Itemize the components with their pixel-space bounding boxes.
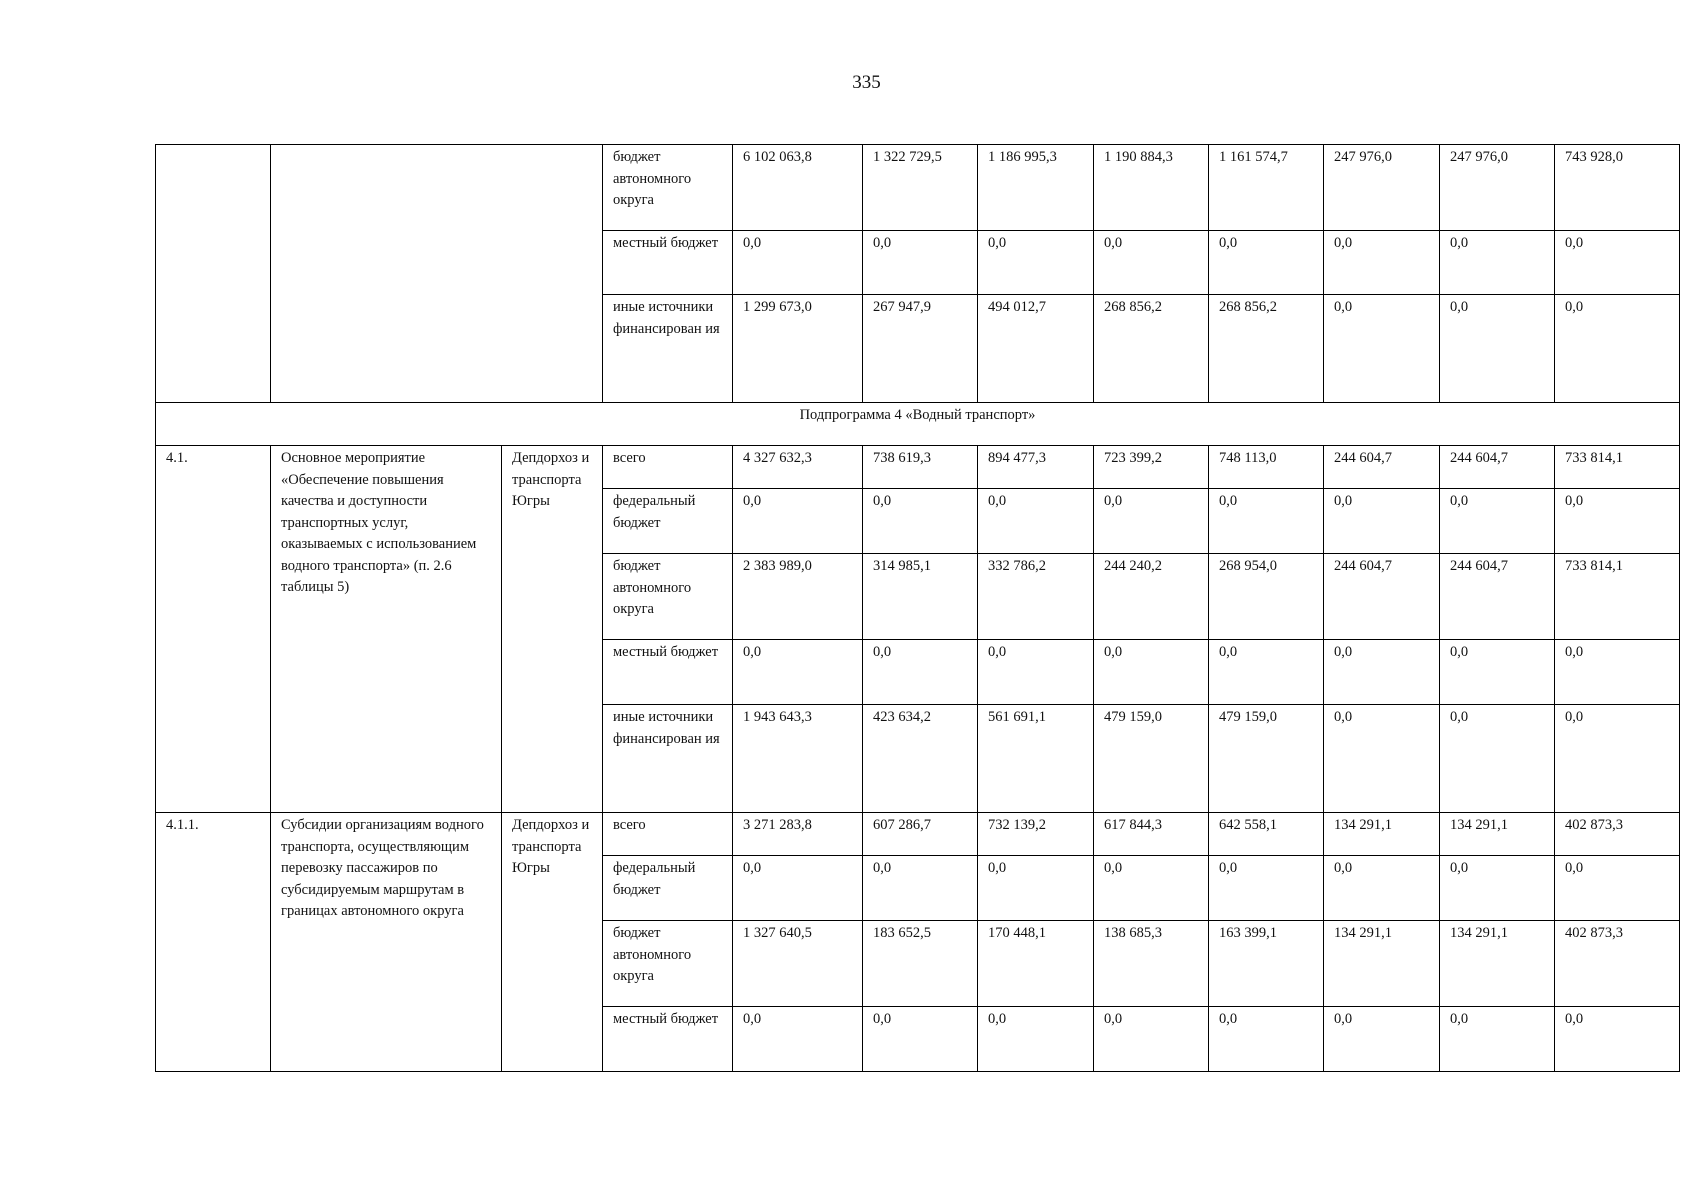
value-cell: 134 291,1 — [1324, 921, 1440, 1007]
value-cell: 268 954,0 — [1209, 554, 1324, 640]
value-cell: 247 976,0 — [1324, 145, 1440, 231]
value-cell: 0,0 — [1555, 231, 1680, 295]
item-name: Субсидии организациям водного транспорта, осуществляющим перевозку пассажиров по субсидируемым маршрутам в границах автономного округа — [271, 813, 502, 1072]
value-cell: 1 299 673,0 — [733, 295, 863, 403]
value-cell: 0,0 — [1555, 1007, 1680, 1072]
value-cell: 0,0 — [1440, 231, 1555, 295]
value-cell: 183 652,5 — [863, 921, 978, 1007]
value-cell: 134 291,1 — [1440, 813, 1555, 856]
value-cell: 0,0 — [1324, 1007, 1440, 1072]
item-executor: Депдорхоз и транспорта Югры — [502, 446, 603, 813]
value-cell: 642 558,1 — [1209, 813, 1324, 856]
value-cell: 244 604,7 — [1324, 554, 1440, 640]
value-cell: 332 786,2 — [978, 554, 1094, 640]
funding-source-cell: иные источники финансирован ия — [603, 295, 733, 403]
funding-source-cell: федеральный бюджет — [603, 489, 733, 554]
value-cell: 0,0 — [1094, 231, 1209, 295]
value-cell: 244 240,2 — [1094, 554, 1209, 640]
value-cell: 402 873,3 — [1555, 921, 1680, 1007]
value-cell: 314 985,1 — [863, 554, 978, 640]
value-cell: 1 161 574,7 — [1209, 145, 1324, 231]
value-cell: 0,0 — [733, 640, 863, 705]
funding-source-cell: всего — [603, 813, 733, 856]
value-cell: 0,0 — [978, 856, 1094, 921]
value-cell: 723 399,2 — [1094, 446, 1209, 489]
value-cell: 0,0 — [1324, 295, 1440, 403]
value-cell: 0,0 — [733, 856, 863, 921]
item-name: Основное мероприятие «Обеспечение повышения качества и доступности транспортных услуг, оказываемых с использованием водного транспорта» (п. 2.6 таблицы 5) — [271, 446, 502, 813]
subprogram-title: Подпрограмма 4 «Водный транспорт» — [156, 403, 1680, 446]
value-cell: 170 448,1 — [978, 921, 1094, 1007]
table-row — [156, 145, 1680, 231]
value-cell: 0,0 — [1440, 1007, 1555, 1072]
value-cell: 494 012,7 — [978, 295, 1094, 403]
value-cell: 134 291,1 — [1324, 813, 1440, 856]
value-cell: 0,0 — [978, 231, 1094, 295]
value-cell: 0,0 — [1094, 856, 1209, 921]
funding-source-cell: бюджет автономного округа — [603, 554, 733, 640]
value-cell: 244 604,7 — [1440, 446, 1555, 489]
value-cell: 1 943 643,3 — [733, 705, 863, 813]
value-cell: 268 856,2 — [1209, 295, 1324, 403]
value-cell: 134 291,1 — [1440, 921, 1555, 1007]
value-cell: 0,0 — [1324, 489, 1440, 554]
value-cell: 1 186 995,3 — [978, 145, 1094, 231]
funding-source-cell: местный бюджет — [603, 640, 733, 705]
value-cell: 0,0 — [863, 856, 978, 921]
value-cell: 1 327 640,5 — [733, 921, 863, 1007]
value-cell: 738 619,3 — [863, 446, 978, 489]
value-cell: 0,0 — [1094, 640, 1209, 705]
value-cell: 0,0 — [733, 489, 863, 554]
value-cell: 0,0 — [1324, 231, 1440, 295]
empty-name-cell — [271, 145, 603, 403]
value-cell: 733 814,1 — [1555, 446, 1680, 489]
funding-source-cell: иные источники финансирован ия — [603, 705, 733, 813]
table-row — [156, 446, 1680, 489]
value-cell: 0,0 — [1440, 489, 1555, 554]
value-cell: 0,0 — [733, 231, 863, 295]
value-cell: 0,0 — [1555, 640, 1680, 705]
value-cell: 268 856,2 — [1094, 295, 1209, 403]
funding-source-cell: всего — [603, 446, 733, 489]
value-cell: 0,0 — [863, 231, 978, 295]
value-cell: 423 634,2 — [863, 705, 978, 813]
value-cell: 0,0 — [1209, 489, 1324, 554]
value-cell: 0,0 — [863, 489, 978, 554]
value-cell: 0,0 — [978, 1007, 1094, 1072]
item-number: 4.1. — [156, 446, 271, 813]
funding-source-cell: местный бюджет — [603, 1007, 733, 1072]
value-cell: 0,0 — [978, 489, 1094, 554]
value-cell: 0,0 — [1555, 705, 1680, 813]
value-cell: 0,0 — [1324, 640, 1440, 705]
value-cell: 0,0 — [733, 1007, 863, 1072]
item-executor: Депдорхоз и транспорта Югры — [502, 813, 603, 1072]
value-cell: 0,0 — [1440, 640, 1555, 705]
value-cell: 0,0 — [863, 640, 978, 705]
value-cell: 0,0 — [1094, 489, 1209, 554]
value-cell: 0,0 — [1555, 489, 1680, 554]
value-cell: 607 286,7 — [863, 813, 978, 856]
value-cell: 0,0 — [1209, 640, 1324, 705]
value-cell: 6 102 063,8 — [733, 145, 863, 231]
value-cell: 244 604,7 — [1324, 446, 1440, 489]
value-cell: 1 190 884,3 — [1094, 145, 1209, 231]
value-cell: 0,0 — [978, 640, 1094, 705]
value-cell: 2 383 989,0 — [733, 554, 863, 640]
value-cell: 0,0 — [1209, 856, 1324, 921]
value-cell: 402 873,3 — [1555, 813, 1680, 856]
value-cell: 3 271 283,8 — [733, 813, 863, 856]
value-cell: 561 691,1 — [978, 705, 1094, 813]
value-cell: 0,0 — [1094, 1007, 1209, 1072]
funding-source-cell: местный бюджет — [603, 231, 733, 295]
value-cell: 267 947,9 — [863, 295, 978, 403]
value-cell: 894 477,3 — [978, 446, 1094, 489]
funding-source-cell: федеральный бюджет — [603, 856, 733, 921]
value-cell: 748 113,0 — [1209, 446, 1324, 489]
value-cell: 0,0 — [1440, 856, 1555, 921]
value-cell: 732 139,2 — [978, 813, 1094, 856]
value-cell: 0,0 — [1324, 856, 1440, 921]
value-cell: 733 814,1 — [1555, 554, 1680, 640]
value-cell: 479 159,0 — [1209, 705, 1324, 813]
subprogram-row — [156, 403, 1680, 446]
value-cell: 0,0 — [1440, 295, 1555, 403]
value-cell: 0,0 — [1440, 705, 1555, 813]
page-number: 335 — [852, 72, 881, 93]
funding-source-cell: бюджет автономного округа — [603, 145, 733, 231]
value-cell: 479 159,0 — [1094, 705, 1209, 813]
value-cell: 4 327 632,3 — [733, 446, 863, 489]
value-cell: 0,0 — [863, 1007, 978, 1072]
value-cell: 0,0 — [1209, 231, 1324, 295]
value-cell: 617 844,3 — [1094, 813, 1209, 856]
value-cell: 0,0 — [1555, 856, 1680, 921]
value-cell: 244 604,7 — [1440, 554, 1555, 640]
table-row — [156, 813, 1680, 856]
value-cell: 0,0 — [1209, 1007, 1324, 1072]
item-number: 4.1.1. — [156, 813, 271, 1072]
value-cell: 0,0 — [1324, 705, 1440, 813]
value-cell: 163 399,1 — [1209, 921, 1324, 1007]
value-cell: 743 928,0 — [1555, 145, 1680, 231]
empty-number-cell — [156, 145, 271, 403]
funding-table — [155, 144, 1680, 1072]
value-cell: 0,0 — [1555, 295, 1680, 403]
value-cell: 247 976,0 — [1440, 145, 1555, 231]
value-cell: 1 322 729,5 — [863, 145, 978, 231]
value-cell: 138 685,3 — [1094, 921, 1209, 1007]
funding-source-cell: бюджет автономного округа — [603, 921, 733, 1007]
